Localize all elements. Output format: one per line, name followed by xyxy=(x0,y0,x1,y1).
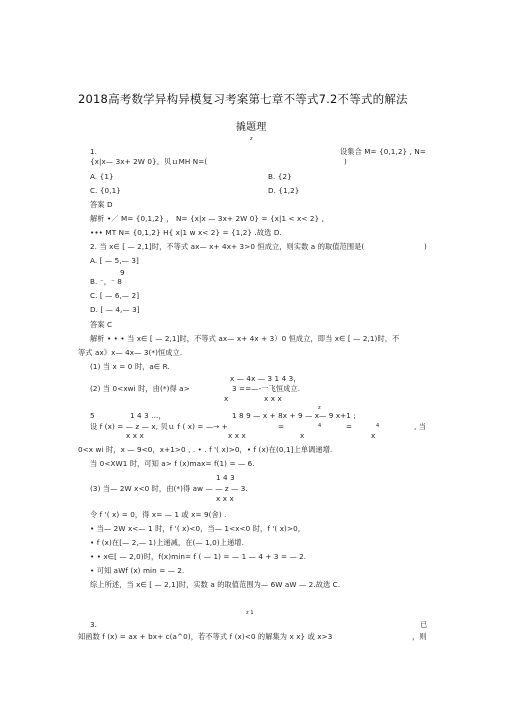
q2-monotonic-2: 当 0<XW1 时，可知 a> f (x)max= f(1) = — 6. xyxy=(90,459,255,468)
q1-option-c: C. {0,1} xyxy=(90,186,121,195)
q1-paren-close: ) xyxy=(344,157,347,166)
q1-explanation-2: ••• MT N= {0,1,2} H{ x|1 w x< 2} = {1,2} .故选 D. xyxy=(90,228,282,237)
q2-deriv-equals-1: = xyxy=(278,422,285,431)
q2-monotonic-1: 0<x wi 时，x — 9<0，x+1>0 , . • . f '( x)>0，• f (x)在(0,1]上单调递增. xyxy=(78,445,333,454)
q2-deriv-z: z xyxy=(318,405,321,411)
q2-deriv-den-4: x xyxy=(371,431,376,440)
q2-deriv-top-a: 5 xyxy=(90,411,95,420)
q2-case-2-den-2: x x x xyxy=(264,394,282,403)
q2-paren-close: ) xyxy=(424,242,427,251)
q2-explanation-1: 解析 • • • 当 x∈ [ — 2,1]时，不等式 ax— x+ 4x + 3）0 恒成立，即当 x∈ [ — 2,1)时，不 xyxy=(90,334,400,343)
q1-explanation-1: 解析 •／ M= {0,1,2} ， N= {x|x — 3x+ 2W 0} = {x|1 < x< 2} , xyxy=(90,214,325,223)
q2-option-b: B. ⁻，⁻ 8 xyxy=(90,277,122,286)
q2-deriv-top-b: 1 4 3 …， xyxy=(130,411,166,420)
q1-option-d: D. {1,2} xyxy=(268,186,300,195)
q2-case-3-numerator: 1 4 3 xyxy=(216,473,235,482)
q2-summary: 综上所述，当 x∈ [ — 2,1]时，实数 a 的取值范围为— 6W aW — 2.故选 C. xyxy=(90,580,341,589)
q2-deriv-four-1: 4 xyxy=(318,423,322,429)
q2-stem: 2. 当 x∈ [ — 2,1]时，不等式 ax— x+ 4x+ 3>0 恒成立，则实数 a 的取值范围是( xyxy=(90,242,365,251)
heading-mark: z xyxy=(250,136,253,142)
q3-tail: ，则 xyxy=(412,632,427,641)
q2-case-3-den: x x x xyxy=(216,494,234,503)
q2-deriv-four-2: 4 xyxy=(376,423,380,429)
q2-critical-point: 令 f '( x) = 0，得 x= — 1 或 x= 9(舍) . xyxy=(90,510,227,519)
q2-bullet-4: • 可知 aWf (x) min = — 2. xyxy=(90,566,185,575)
q2-bullet-1: • 当— 2W x<— 1 时，f '( x)<0，当— 1<x<0 时，f '( x)>0， xyxy=(90,524,306,533)
q2-derivative-line: 设 f (x) = — z — x, 贝ｕ f ( x) = —→ + xyxy=(90,422,228,431)
section-heading: 撬题理 xyxy=(236,122,267,133)
q2-bullet-2: • f (x)在[— 2,— 1)上递减，在(— 1,0)上递增. xyxy=(90,538,244,547)
q2-option-d: D. [ — 4,— 3] xyxy=(90,305,140,314)
q1-number: 1. xyxy=(90,147,98,156)
q2-deriv-when: , 当 xyxy=(414,422,427,431)
q1-answer: 答案 D xyxy=(90,200,113,209)
q3-stem: 知函数 f (x) = ax + bx+ c(a^0)，若不等式 f (x)<0 的解集为 x x} 或 x>3 xyxy=(78,632,333,641)
q1-stem-right: 设集合 M= {0,1,2} , N= xyxy=(340,147,426,156)
q2-case-3: (3) 当— 2W x<0 时，由(*)得 aw — — z — 3. xyxy=(90,484,248,493)
q2-bullet-3: • • x∈[ — 2,0)时，f(x)min= f ( — 1) = — 1 — 4 + 3 = — 2. xyxy=(90,552,307,561)
q3-superscript: z 1 xyxy=(246,610,254,616)
q2-option-a: A. [ — 5,— 3] xyxy=(90,256,139,265)
q1-stem-line2: {x|x— 3x+ 2W 0}，贝ｕMH N=( xyxy=(90,157,208,166)
q2-deriv-den-3: x xyxy=(300,431,305,440)
q2-option-c: C. [ — 6,— 2] xyxy=(90,291,140,300)
q2-deriv-top-c: 1 8 9 — x + 8x + 9 — x— 9 x+1 ; xyxy=(232,411,356,420)
document-title: 2018高考数学异构异模复习考案第七章不等式7.2不等式的解法 xyxy=(78,92,408,106)
q2-option-b-top: 9 xyxy=(120,268,125,277)
q2-case-2-middle: 3 ==—-一飞恒成立. xyxy=(232,384,301,393)
q1-option-b: B. {2} xyxy=(268,172,292,181)
q3-right-word: 已 xyxy=(420,620,428,629)
q3-number: 3. xyxy=(90,620,98,629)
q2-deriv-den-1: x x x xyxy=(126,431,144,440)
q2-answer: 答案 C xyxy=(90,320,113,329)
q2-deriv-den-2: x x x xyxy=(228,431,246,440)
q2-case-2-numerator: x — 4x — 3 1 4 3， xyxy=(230,374,301,383)
q2-explanation-2: 等式 ax》x— 4x— 3(*)恒成立. xyxy=(78,348,183,357)
q2-case-2: (2) 当 0<xwi 时，由(*)得 a> xyxy=(90,384,190,393)
q2-deriv-equals-2: = xyxy=(346,422,353,431)
q2-case-1: (1) 当 x = 0 时，a∈ R. xyxy=(90,362,170,371)
q2-case-2-den-1: x xyxy=(224,394,229,403)
q1-option-a: A. {1} xyxy=(90,172,114,181)
